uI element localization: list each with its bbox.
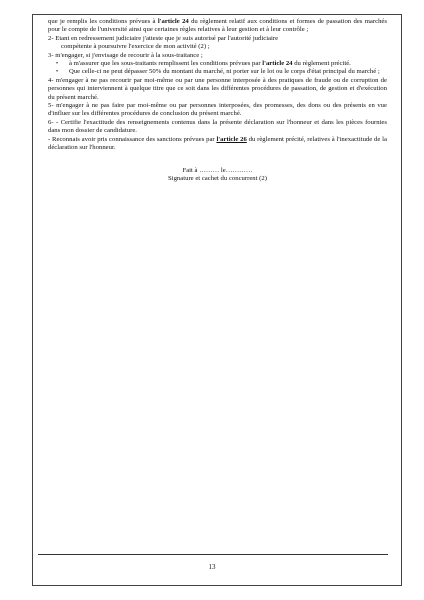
- paragraph-6: 6- - Certifie l'exactitude des renseignements contenus dans la présente déclaration sur l'honneur et dans les pièces fournies dans mon dossier de candidature.: [48, 118, 387, 135]
- footer-divider: [38, 554, 388, 555]
- paragraph-2: [48, 35, 387, 52]
- article-ref: l'article 24: [157, 18, 189, 25]
- bullet-icon: •: [56, 69, 59, 76]
- paragraph-4: 4- m'engager à ne pas recourir par moi-même ou par une personne interposée à des pratiques de fraude ou de corruption de personnes qui interviennent à quelque titre que ce soit dans les différentes procédures de passation, de gestion et d'exécution du présent marché.: [48, 76, 387, 101]
- article-ref: l'article 24: [262, 60, 293, 68]
- text: Que celle-ci ne peut dépasser 50% du montant du marché, ni porter sur le lot ou le corps d'état principal du marché ;: [69, 68, 380, 76]
- paragraph-conditions: [48, 18, 387, 35]
- bullet-item: [48, 60, 387, 68]
- text: du règlement précité.: [292, 60, 351, 68]
- bullet-item: [48, 68, 387, 76]
- text: compétente à poursuivre l'exercice de mon activité (2) ;: [61, 43, 210, 51]
- paragraph-5: 5- m'engager à ne pas faire par moi-même ou par personnes interposées, des promesses, des dons ou des présents en vue d'influer sur les différentes procédures de conclusion du présent marché.: [48, 102, 387, 118]
- article-ref: l'article 26: [216, 135, 247, 143]
- signature-label: Signature et cachet du concurrent (2): [168, 174, 267, 182]
- declaration-body: [48, 18, 387, 183]
- text: à m'assurer que les sous-traitants remplissent les conditions prévues par: [69, 60, 263, 68]
- bullet-icon: •: [56, 61, 59, 68]
- page-number: 13: [208, 563, 216, 571]
- paragraph-7: [48, 136, 387, 153]
- text: - Reconnais avoir pris connaissance des sanctions prévues par: [48, 135, 217, 143]
- text: que je remplis les conditions prévues à: [48, 18, 158, 25]
- text: 2- Etant en redressement judiciaire j'atteste que je suis autorisé par l'autorité judiciaire: [48, 34, 279, 42]
- paragraph-3: 3- m'engager, si j'envisage de recourir à la sous-traitance ;: [48, 51, 203, 59]
- text: du règlement précité, relatives à l'inexactitude de la déclaration sur l'honneur.: [48, 135, 387, 152]
- text: du règlement relatif aux conditions et formes de passation des marchés pour le compte de l'université ainsi que certaines règles relatives à leur gestion et à leur contrôle ;: [48, 18, 387, 34]
- signature-date-line: Fait à ……… le…………: [182, 166, 253, 174]
